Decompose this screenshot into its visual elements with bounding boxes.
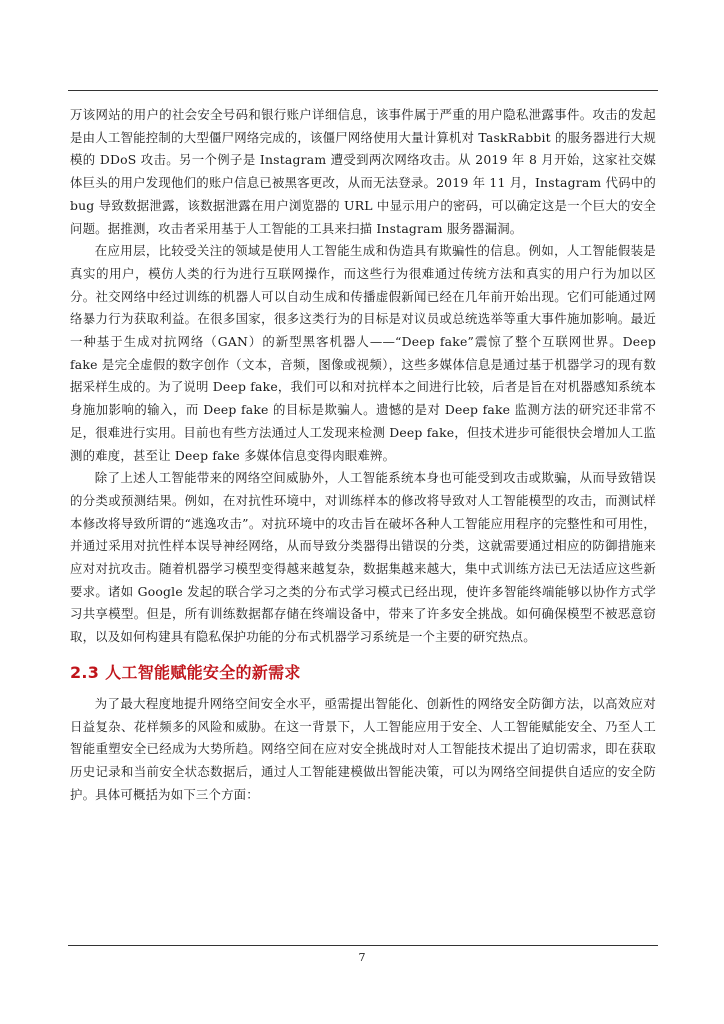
page-number: 7 — [358, 951, 366, 964]
paragraph: 在应用层，比较受关注的领域是使用人工智能生成和伪造具有欺骗性的信息。例如，人工智能假装是真实的用户，模仿人类的行为进行互联网操作，而这些行为很难通过传统方法和真实的用户行为加以区分。社交网络中经过训练的机器人可以自动生成和传播虚假新闻已经在几年前开始出现。它们可能通过网络暴力行为获取利益。在很多国家，很多这类行为的目标是对议员或总统选举等重大事件施加影响。最近一种基于生成对抗网络（GAN）的新型黑客机器人——“Deep fake”震惊了整个互联网世界。Deep fake 是完全虚假的数字创作（文本，音频，图像或视频），这些多媒体信息是通过基于机器学习的现有数据采样生成的。为了说明 Deep fake，我们可以和对抗样本之间进行比较，后者是旨在对机器感知系统本身施加影响的输入，而 Deep fake 的目标是欺骗人。遗憾的是对 Deep fake 监测方法的研究还非常不足，很难进行实用。目前也有些方法通过人工发现来检测 Deep fake，但技术进步可能很快会增加人工监测的难度，甚至让 Deep fake 多媒体信息变得肉眼难辨。 — [70, 243, 656, 463]
header-rule — [68, 90, 658, 91]
paragraph: 除了上述人工智能带来的网络空间威胁外，人工智能系统本身也可能受到攻击或欺骗，从而导致错误的分类或预测结果。例如，在对抗性环境中，对训练样本的修改将导致对人工智能模型的攻击，而测试样本修改将导致所谓的“逃逸攻击”。对抗环境中的攻击旨在破坏各种人工智能应用程序的完整性和可用性，并通过采用对抗性样本误导神经网络，从而导致分类器得出错误的分类，这就需要通过相应的防御措施来应对对抗攻击。随着机器学习模型变得越来越复杂，数据集越来越大，集中式训练方法已无法适应这些新要求。诸如 Google 发起的联合学习之类的分布式学习模式已经出现，使许多智能终端能够以协作方式学习共享模型。但是，所有训练数据都存储在终端设备中，带来了许多安全挑战。如何确保模型不被恶意窃取，以及如何构建具有隐私保护功能的分布式机器学习系统是一个主要的研究热点。 — [70, 470, 656, 645]
section-heading: 2.3 人工智能赋能安全的新需求 — [70, 662, 301, 682]
page-body — [70, 104, 656, 806]
paragraph: 万该网站的用户的社会安全号码和银行账户详细信息，该事件属于严重的用户隐私泄露事件。攻击的发起是由人工智能控制的大型僵尸网络完成的，该僵尸网络使用大量计算机对 TaskRabbit 的服务器进行大规模的 DDoS 攻击。另一个例子是 Instagram 遭受到两次网络攻击。从 2019 年 8 月开始，这家社交媒体巨头的用户发现他们的账户信息已被黑客更改，从而无法登录。2019 年 11 月，Instagram 代码中的 bug 导致数据泄露，该数据泄露在用户浏览器的 URL 中显示用户的密码，可以确定这是一个巨大的安全问题。据推测，攻击者采用基于人工智能的工具来扫描 Instagram 服务器漏洞。 — [70, 107, 656, 236]
paragraph: 为了最大程度地提升网络空间安全水平，亟需提出智能化、创新性的网络安全防御方法，以高效应对日益复杂、花样频多的风险和威胁。在这一背景下，人工智能应用于安全、人工智能赋能安全、乃至人工智能重塑安全已经成为大势所趋。网络空间在应对安全挑战时对人工智能技术提出了迫切需求，即在获取历史记录和当前安全状态数据后，通过人工智能建模做出智能决策，可以为网络空间提供自适应的安全防护。具体可概括为如下三个方面： — [70, 695, 656, 802]
footer-rule — [68, 945, 658, 946]
